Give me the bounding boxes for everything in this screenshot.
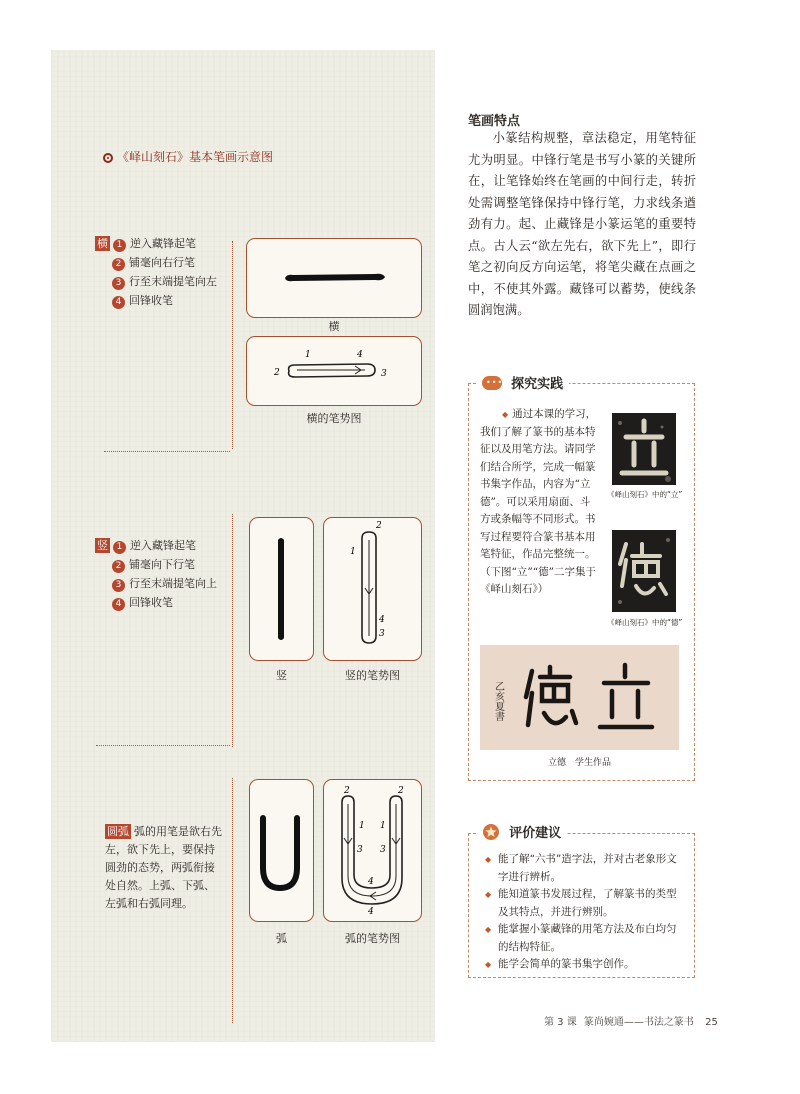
svg-text:2: 2 [344, 786, 350, 796]
svg-text:1: 1 [380, 821, 386, 831]
hu-stroke-card [249, 779, 314, 922]
seal-li-caption: 《峄山刻石》中的“立” [607, 490, 683, 499]
shu-step-1-text: 逆入藏锋起笔 [130, 539, 196, 552]
heng-stroke-image [247, 239, 420, 316]
inquiry-header [478, 373, 569, 392]
heng-trend-caption: 横的笔势图 [306, 412, 362, 425]
svg-text:4: 4 [368, 877, 374, 887]
shu-step-4 [95, 593, 217, 612]
hu-trend-diagram [324, 780, 420, 920]
inquiry-text-body: 通过本课的学习，我们了解了篆书的基本特征以及用笔方法。请同学们结合所学，完成一幅篆书集字作品，内容为“立德”。可以采用扇面、斗方或条幅等不同形式。书写过程要符合篆书基本用笔特征，作品完整统一。（下图“立”“德”二字集于《峄山刻石》） [480, 408, 597, 595]
shu-tag: 竖 [97, 539, 108, 552]
page-number: 25 [705, 1017, 718, 1028]
chat-bubble-icon: ••• [482, 376, 502, 390]
heng-step-2 [95, 253, 217, 272]
shu-trend-card [323, 517, 422, 661]
svg-text:4: 4 [368, 907, 374, 917]
step-number-3: 3 [112, 277, 125, 290]
heng-trend-card [246, 336, 422, 406]
dotted-divider [104, 451, 230, 452]
dotted-divider [232, 778, 233, 1023]
step-number-2: 2 [112, 560, 125, 573]
shu-trend-caption: 竖的笔势图 [345, 669, 400, 682]
page-footer [544, 1013, 718, 1028]
footer-lesson: 第 3 课 [544, 1017, 577, 1028]
svg-text:1: 1 [359, 821, 365, 831]
svg-text:3: 3 [381, 369, 387, 379]
svg-text:2: 2 [398, 786, 404, 796]
hu-caption: 弧 [276, 932, 287, 945]
features-heading: 笔画特点 [468, 114, 521, 129]
heng-step-3 [95, 272, 217, 291]
diamond-bullet-icon: ◆ [485, 960, 492, 969]
step-number-4: 4 [112, 598, 125, 611]
shu-step-2 [95, 555, 217, 574]
seal-image-de [612, 530, 676, 612]
features-paragraph: 小篆结构规整，章法稳定，用笔特征尤为明显。中锋行笔是书写小篆的关键所在，让笔锋始终在笔画的中间行走，转折处需调整笔锋保持中锋行笔，力求线条遒劲有力。起、止藏锋是小篆运笔的重要特点。古人云“欲左先右，欲下先上”，即行笔之初向反方向运笔，将笔尖藏在点画之中，不使其外露。藏锋可以蓄势，使线条圆润饱满。 [468, 131, 696, 317]
svg-text:3: 3 [379, 629, 385, 639]
hu-description [105, 823, 223, 913]
evaluation-item-text: 能知道篆书发展过程，了解篆书的类型及其特点，并进行辨别。 [498, 888, 677, 918]
step-number-1: 1 [113, 541, 126, 554]
circle-bullet-icon [103, 153, 113, 163]
heng-step-4-text: 回锋收笔 [129, 294, 173, 307]
dotted-divider [232, 514, 233, 747]
shu-trend-diagram [324, 518, 420, 659]
heng-step-1 [95, 234, 217, 253]
heng-stroke-card [246, 238, 422, 318]
evaluation-header [478, 822, 567, 841]
shu-caption: 竖 [276, 669, 287, 682]
seal-image-li [612, 413, 676, 485]
shu-step-2-text: 铺毫向下行笔 [129, 558, 195, 571]
figure-title-text: 《峄山刻石》基本笔画示意图 [117, 150, 274, 164]
star-badge-icon [482, 823, 500, 841]
diamond-bullet-icon: ◆ [485, 925, 492, 934]
hu-trend-caption: 弧的笔势图 [345, 932, 400, 945]
figure-title [103, 148, 273, 165]
diamond-bullet-icon: ◆ [502, 410, 509, 419]
heng-steps [95, 234, 217, 310]
evaluation-list [485, 851, 685, 974]
evaluation-item [485, 886, 685, 921]
heng-trend-diagram [247, 337, 420, 404]
evaluation-item [485, 921, 685, 956]
svg-text:1: 1 [350, 547, 356, 557]
shu-stroke-card [249, 517, 314, 661]
svg-text:4: 4 [379, 615, 385, 625]
svg-text:乙亥夏書: 乙亥夏書 [492, 681, 504, 721]
evaluation-item-text: 能了解“六书”造字法，并对古老象形文字进行辨析。 [498, 853, 677, 883]
evaluation-title: 评价建议 [509, 826, 562, 841]
heng-step-1-text: 逆入藏锋起笔 [130, 237, 196, 250]
hu-stroke-image [250, 780, 312, 920]
shu-step-1 [95, 536, 217, 555]
step-number-2: 2 [112, 258, 125, 271]
svg-text:4: 4 [357, 350, 363, 360]
hu-text: 弧的用笔是欲右先左，欲下先上，要保持圆劲的态势，两弧衔接处自然。上弧、下弧、左弧和右弧同理。 [105, 825, 222, 910]
heng-step-4 [95, 291, 217, 310]
footer-title: 篆尚婉通——书法之篆书 [583, 1017, 694, 1028]
shu-steps [95, 536, 217, 612]
shu-step-3-text: 行至末端提笔向上 [129, 577, 217, 590]
dotted-divider [96, 745, 230, 746]
shu-step-4-text: 回锋收笔 [129, 596, 173, 609]
inquiry-text [480, 406, 600, 599]
evaluation-item-text: 能掌握小篆藏锋的用笔方法及布白均匀的结构特征。 [498, 923, 677, 953]
student-work-image [480, 645, 679, 750]
step-number-1: 1 [113, 239, 126, 252]
heng-tag: 横 [97, 237, 108, 250]
evaluation-item-text: 能学会简单的篆书集字创作。 [498, 958, 635, 970]
evaluation-item [485, 956, 685, 974]
svg-text:2: 2 [376, 521, 382, 531]
heng-step-3-text: 行至末端提笔向左 [129, 275, 217, 288]
svg-text:2: 2 [274, 368, 280, 378]
svg-text:1: 1 [305, 350, 311, 360]
step-number-4: 4 [112, 296, 125, 309]
shu-stroke-image [250, 518, 312, 659]
heng-caption: 横 [328, 320, 340, 333]
evaluation-item [485, 851, 685, 886]
svg-text:3: 3 [357, 845, 363, 855]
dotted-divider [232, 241, 233, 449]
svg-text:3: 3 [380, 845, 386, 855]
step-number-3: 3 [112, 579, 125, 592]
inquiry-title: 探究实践 [511, 377, 564, 392]
hu-trend-card [323, 779, 422, 922]
diamond-bullet-icon: ◆ [485, 855, 492, 864]
student-work-caption: 立德 学生作品 [547, 758, 611, 768]
shu-step-3 [95, 574, 217, 593]
seal-de-caption: 《峄山刻石》中的“德” [607, 618, 683, 627]
heng-step-2-text: 铺毫向右行笔 [129, 256, 195, 269]
diamond-bullet-icon: ◆ [485, 890, 492, 899]
hu-tag: 圆弧 [107, 825, 129, 838]
